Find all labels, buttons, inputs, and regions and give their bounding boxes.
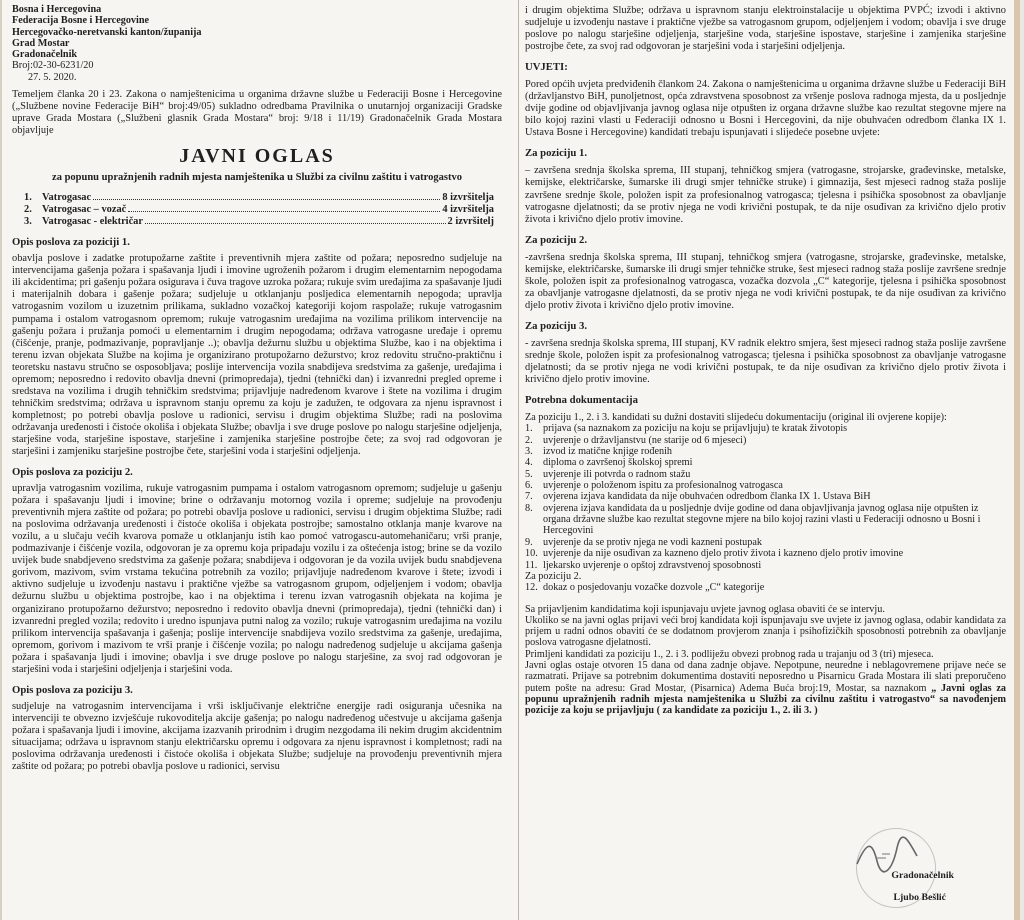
position-row bbox=[24, 216, 494, 228]
condition2-text: -završena srednja školska sprema, III stupanj, tehničkog smjera (vatrogasne, strojarske, građevinske, metalske, kemijske, električarske, šumarske ili drugi smjer tehničke struke, šest mjeseci radnog staža poslije završene srednje škole, položen ispit za profesionalnog vatrogasca, vozačka dozvola „C“ kategorije, tjelesna i psihička sposobnost za obavljanje vatrogasne djelatnosti, da se protiv njega ne vodi krivični postupak, te da nije osuđivan za krivično djelo protiv života i krivično djelo protiv imovine. bbox=[525, 251, 1006, 311]
submission-instructions: Javni oglas ostaje otvoren 15 dana od dana zadnje objave. Nepotpune, neuredne i neblagovremene prijave neće se razmatrati. Prijave sa potrebnim dokumentima dostaviti neposredno u Pisarnicu Grada Mostara ili slati preporučeno putem pošte na adresu: Grad Mostar, (Pisarnica) Adema Buća broj:19, Mostar, sa naznakom bbox=[525, 660, 1006, 694]
docs-intro: Za poziciju 1., 2. i 3. kandidati su dužni dostaviti slijedeću dokumentaciju (original ili ovjerene kopije): bbox=[525, 412, 947, 424]
position-number: 1. bbox=[24, 192, 32, 204]
dot-leader bbox=[128, 211, 440, 212]
closing-paragraph: Sa prijavljenim kandidatima koji ispunjavaju uvjete javnog oglasa obaviti će se intervju. bbox=[525, 603, 885, 615]
item-text: uvjerenje o državljanstvu (ne starije od 6 mjeseci) bbox=[543, 434, 747, 446]
item-text: ovjerena izjava kandidata da u posljednje dvije godine od dana objavljivanja javnog oglasa nije otpušten iz organa državne službe kao rezultat stegovne mjere na bilo kojoj razini vlasti u Federaciji odnosno u Bosni i Hercegovini bbox=[543, 502, 981, 537]
intro-paragraph: Temeljem članka 20 i 23. Zakona o namještenicima u organima državne službe u Federaciji Bosne i Hercegovine („Službene novine Federacije BiH“ broj:49/05) sukladno odredbama Pravilnika o unutarnjoj organizaciji Gradske uprave Grada Mostara („Službeni glasnik Grada Mostara“ broj: 9/18 i 11/19) Gradonačelnik Grada Mostara objavljuje bbox=[12, 89, 502, 137]
header-line: Federacija Bosne i Hercegovine bbox=[12, 15, 150, 27]
job3-heading: Opis poslova za poziciju 3. bbox=[12, 683, 133, 696]
conditions-general: Pored općih uvjeta predviđenih člankom 24. Zakona o namještenicima u organima državne službe u Federaciji BiH (državljanstvo BiH, punoljetnost, opća zdravstvena sposobnost za vršenje poslova radnoga mjesta, da u posljednje dvije godine od objavljivanja javnog oglasa nije otpušten iz organa državne službe kao rezultat stegovne mjere na bilo kojoj razini vlasti u Federaciji odnosno u Bosni i Hercegovini, da nije obuhvaćen odredbom članka IX 1. Ustava Bosne i Hercegovine) kandidati trebaju ispunjavati i slijedeće posebne uvjete: bbox=[525, 79, 1006, 139]
conditions-heading: UVJETI: bbox=[525, 61, 568, 74]
notice-subtitle: za popunu upražnjenih radnih mjesta namještenika u Službi za civilnu zaštitu i vatrogastvo bbox=[52, 172, 462, 184]
item-text: prijava (sa naznakom za poziciju na koju se prijavljuju) te kratak životopis bbox=[543, 423, 848, 435]
signature-block bbox=[830, 828, 980, 910]
header-line: Grad Mostar bbox=[12, 37, 70, 49]
condition2-heading: Za poziciju 2. bbox=[525, 233, 588, 246]
submission-reference: „ Javni oglas za popunu upražnjenih radnih mjesta namještenika u Službi za civilnu zaštitu i vatrogastvo“ sa navođenjem pozicije za koju se prijavljuju ( za kandidate za poziciju 1., 2. ili 3. ) bbox=[525, 682, 1006, 717]
item-number: 9. bbox=[525, 536, 533, 548]
item-text: ljekarsko uvjerenje o opštoj zdravstvenoj sposobnosti bbox=[543, 559, 762, 571]
job2-heading: Opis poslova za poziciju 2. bbox=[12, 466, 133, 479]
item-number: 11. bbox=[525, 559, 538, 571]
list-item bbox=[525, 582, 1006, 593]
job1-heading: Opis poslova za poziciji 1. bbox=[12, 236, 130, 249]
item-text: dokaz o posjedovanju vozačke dozvole „C“ kategorije bbox=[543, 582, 765, 594]
job3-description: sudjeluje na vatrogasnim intervencijama i vrši isključivanje električne energije radi osiguranja učesnika na intervenciji te obvezno izvješćuje rukovoditelja akcije gašenja; po nalogu nadređenog učestvuje u akcijama gašenja požara i spašavanja ljudi i imovine, akcijama izazvanih prirodnim i drugim nezgodama ili nekim drugim akcidentnim situacijama; održava u ispravnom stanju električarsku opremu i odgovara za njenu ispravnost i kompletnost; radi na poslovima održavanja uređenosti i čistoće okoliša i objekata Službe; sudjeluje na provođenju preventivnih mjera zaštite od požara; po potrebi obavlja poslove u radionici, servisu bbox=[12, 700, 502, 773]
job3-continuation: i drugim objektima Službe; održava u ispravnom stanju elektroinstalacije u objektima PVPĆ; izvodi i aktivno sudjeluje u izvođenju nastave i praktične vježbe sa vatrogasnom grupom, odjeljenjem i vodom; obavlja i sve druge poslove po nalogu starješine odjeljenja, starješine voda, starješine ispostave, starješine i zamjenika starješine postrojbe čete, za svoj rad odgovoran je starješini voda i starješini odjeljenja. bbox=[525, 5, 1006, 53]
item-text: uvjerenje ili potvrda o radnom stažu bbox=[543, 468, 691, 480]
item-number: 5. bbox=[525, 468, 533, 480]
job2-description: upravlja vatrogasnim vozilima, rukuje vatrogasnim pumpama i ostalom vatrogasnom opremom; sudjeluje u gašenju požara i spašavanju ljudi i imovine; brine o održavanju motornog vozila i opreme; sudjeluje na provođenju preventivnih mjera zaštite od požara; po potrebi obavlja poslove u radionici, servisu i drugim objektima Službe; radi na poslovima održavanja uređenosti i čistoće okoliša i objekata postrojbe; samostalno otklanja manje kvarove na vozilu, a u slučaju većih kvarova pomaže u otklanjanju istih kao pomoć vatrogascu-automehaničaru; vrši pranje, podmazivanje i čišćenje vozila, odgovoran je za opremu koja pripadaju vozilu i za oštećenja istog; brine se da vozilo uvijek bude snabdjeveno sredstvima za gašenje požara; snabdijeva i odgovoran je da vozila uvijek budu snabdjevena gorivom, mazivom, svim vrstama tekućina potrebnih za vozilo; prijavljuje nadređenom kvarove i štete; izvodi i aktivno sudjeluje u izvođenju nastavu i praktične vježbe sa vatrogasnom grupom, odjeljenjem i vodom; obavlja dežurnu službu u objektima postrojbe, kao i na objektima i terenu izvan vatrogasnih objekata na kojima je organizirano protupožarno dežurstvo; neposredno i redovito obavlja dnevni (primopredaja), tjedni (tehnički dan) i izvanredni pregled vozila; redovito i uredno ispunjava putni nalog za vozilo; rukuje vatrogasnim uređajima na vozilu prilikom intervencija spašavanja i gašenja; poslije intervencije snabdijeva vozilo sredstvima za gašenje, uređajima, opremom, gorivom i mazivom te vrši pranje i čišćenje vozila; po nalogu nadređenog sudjeluje u akcijama gašenja požara i spašavanja ljudi i imovine; obavlja i sve druge poslove po nalogu starješine, za svoj rad odgovoran je starješini voda i starješini odjeljenja i starješini voda. bbox=[12, 483, 502, 675]
list-item bbox=[525, 537, 1006, 548]
list-item bbox=[525, 480, 1006, 491]
closing-paragraph: Primljeni kandidati za poziciju 1., 2. i 3. podliježu obvezi probnog rada u trajanju od 3 (tri) mjeseca. bbox=[525, 648, 934, 660]
condition3-text: - završena srednja školska sprema, III stupanj, KV radnik elektro smjera, šest mjeseci radnog staža poslije završene srednje škole, položen ispit za profesionalnog vatrogasca; tjelesna i psihička sposobnost za obavljanje vatrogasne djelatnosti; da se protiv njega ne vodi krivični postupak, te da nije osuđivan za krivično djelo protiv života i krivično djelo protiv imovine. bbox=[525, 337, 1006, 386]
right-column bbox=[518, 0, 1006, 920]
position-row bbox=[24, 204, 494, 216]
item-number: 2. bbox=[525, 434, 533, 446]
list-item bbox=[525, 446, 1006, 457]
position-number: 3. bbox=[24, 216, 32, 228]
item-text: uvjerenje da se protiv njega ne vodi kazneni postupak bbox=[543, 536, 762, 548]
dot-leader bbox=[93, 199, 440, 200]
list-item bbox=[525, 469, 1006, 480]
list-item bbox=[525, 491, 1006, 502]
left-column bbox=[12, 0, 508, 776]
condition1-heading: Za poziciju 1. bbox=[525, 147, 588, 160]
signer-role: Gradonačelnik bbox=[891, 870, 954, 881]
item-text: uvjerenje da nije osuđivan za kazneno djelo protiv života i kazneno djelo protiv imovine bbox=[543, 548, 904, 560]
header-block bbox=[12, 4, 502, 83]
position-count: 8 izvršitelja bbox=[442, 192, 494, 204]
position-name: Vatrogasac bbox=[42, 192, 92, 204]
position-count: 4 izvršitelja bbox=[442, 204, 494, 216]
header-line: Gradonačelnik bbox=[12, 49, 78, 61]
signer-name: Ljubo Bešlić bbox=[893, 892, 946, 903]
item-number: 7. bbox=[525, 491, 533, 503]
list-item bbox=[525, 503, 1006, 537]
list-item bbox=[525, 548, 1006, 559]
list-item bbox=[525, 435, 1006, 446]
item-text: izvod iz matične knjige rođenih bbox=[543, 446, 673, 458]
closing-paragraph: Ukoliko se na javni oglas prijavi veći broj kandidata koji ispunjavaju sve uvjete iz javnog oglasa, odabir kandidata za prijem u radni odnos obaviti će se dodatnom provjerom znanja i psihofizičkih sposobnosti potrebnih za obavljanje poslova vatrogasne djelatnosti. bbox=[525, 614, 1006, 649]
item-number: 8. bbox=[525, 502, 533, 514]
position-number: 2. bbox=[24, 204, 32, 216]
closing-paragraph bbox=[525, 660, 1006, 716]
position-row bbox=[24, 192, 494, 204]
header-line: Hercegovačko-neretvanski kanton/županija bbox=[12, 26, 202, 38]
item-number: 4. bbox=[525, 457, 533, 469]
header-line: Bosna i Hercegovina bbox=[12, 4, 102, 15]
docs-list bbox=[525, 423, 1006, 593]
item-text: uvjerenje o položenom ispitu za profesionalnog vatrogasca bbox=[543, 480, 783, 492]
spacer bbox=[525, 594, 1006, 604]
list-item bbox=[525, 560, 1006, 571]
dot-leader bbox=[145, 223, 446, 224]
condition1-text: – završena srednja školska sprema, III stupanj, tehničkog smjera (vatrogasne, strojarske, građevinske, metalske, kemijske, električarske, šumarske ili drugi smjer tehničke struke) i gimnazija, šest mjeseci radnog staža poslije završene srednje škole, položen ispit za profesionalnog vatrogasca; tjelesna i psihička sposobnost za obavljanje vatrogasne djelatnosti; da se protiv njega ne vodi krivični postupak, te da nije osuđivan za krivično djelo protiv života i krivično djelo protiv imovine. bbox=[525, 165, 1006, 225]
condition3-heading: Za poziciju 3. bbox=[525, 319, 588, 332]
docs-heading: Potrebna dokumentacija bbox=[525, 394, 638, 407]
position-name: Vatrogasac – vozač bbox=[42, 204, 127, 216]
item-number: 10. bbox=[525, 548, 538, 560]
list-item bbox=[525, 423, 1006, 434]
position-name: Vatrogasac - električar bbox=[42, 216, 143, 228]
item-number: 1. bbox=[525, 423, 533, 435]
item-number: 12. bbox=[525, 582, 538, 594]
reference-number: Broj:02-30-6231/20 bbox=[12, 60, 94, 72]
item-number: 6. bbox=[525, 480, 533, 492]
job1-description: obavlja poslove i zadatke protupožarne zaštite i preventivnih mjera zaštite od požara; neposredno sudjeluje na intervencijama gašenja požara i spašavanja ljudi i imovine ugroženih požarom i drugim elementarnim nepogodama ili akcidentima; pri gašenju požara osigurava i čuva tragove uzroka požara; rukuje svim uređajima za spašavanje ljudi i materijalnih dobara i gašenje požara; sudjeluje u otklanjanju posljedica elementarnih nepogoda; upravlja vatrogasnim vozilom u izuzetnim prilikama, sukladno vozačkoj kategoriji kojom raspolaže; rukuje vatrogasnim pumpama i ostalom vatrogasnom opremom; rukuje vatrogasnim uređajima na vozilima prilikom intervencije na gašenju požara i pružanja pomoći u elementarnim i drugim nepogodama; održava vatrogasne uređaje i opremu (čišćenje, pranje, podmazivanje, popravljanje ..); obavlja dežurnu službu u objektima Službe, kao i na objektima i terenu izvan objekata Službe na kojima je organizirano protupožarno dežurstvo; kroz redovitu stručno-praktičnu i teoretsku nastavu stručno se osposobljava; poslije intervencija vozila snabdijeva sredstvima za gašenje, uređajima i opremom; neposredno i redovito obavlja dnevni (primopredaja), tjedni (tehnički dan) i izvanredni pregled opreme i sredstava na vozilima i drugih tehničkim sredstvima; prijavljuje nadređenom kvarove i štete na vozilima i drugim tehničkim sredstvima; održava u ispravnom stanju opremu za koju je zadužen, te odgovara za njenu ispravnost i kompletnost; po potrebi obavlja poslove u radionici, servisu i drugim objektima Službe; radi na poslovima održavanja uređenosti i čistoće okoliša i objekata Službe; obavlja i sve druge poslove po nalogu starješine odjeljenja, starješine voda, starješine ispostave, starješine i zamjenika starješine postrojbe čete; za svoj rad odgovoran je starješini i zamjeniku starješine postrojbe čete, starješini voda i starješini odjeljenja. bbox=[12, 253, 502, 458]
date: 27. 5. 2020. bbox=[28, 71, 77, 83]
subheading-text: Za poziciju 2. bbox=[525, 570, 582, 582]
notice-title: JAVNI OGLAS bbox=[179, 145, 335, 168]
list-subheading bbox=[525, 571, 1006, 582]
item-text: ovjerena izjava kandidata da nije obuhvaćen odredbom članka IX 1. Ustava BiH bbox=[543, 491, 871, 503]
position-count: 2 izvršitelj bbox=[447, 216, 494, 228]
list-item bbox=[525, 457, 1006, 468]
item-text: diploma o završenoj školskoj spremi bbox=[543, 457, 693, 469]
item-number: 3. bbox=[525, 446, 533, 458]
positions-list bbox=[24, 192, 494, 228]
